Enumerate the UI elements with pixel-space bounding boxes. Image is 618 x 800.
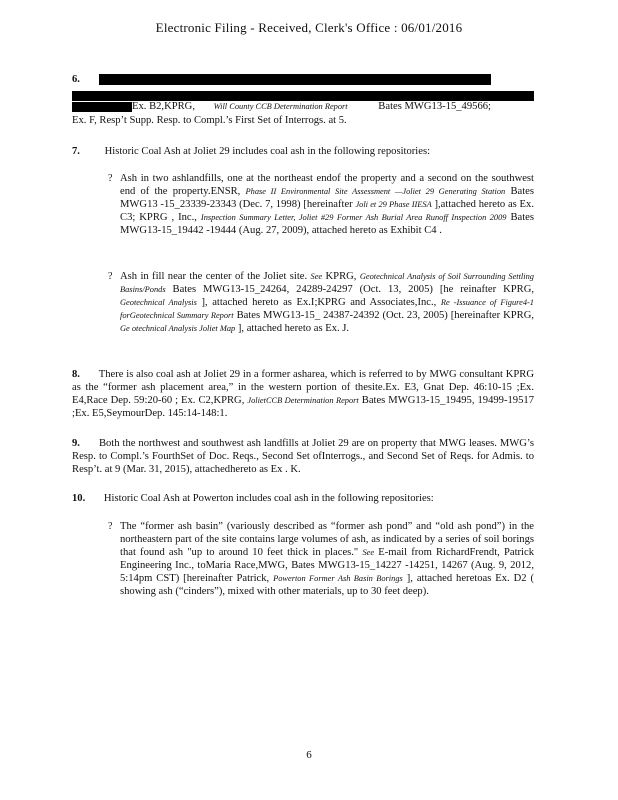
paragraph-number: 7. [72, 146, 80, 157]
paragraph-6 [72, 73, 534, 86]
bullet-text: E-mail from RichardFrendt, Patrick Engineering Inc., toMaria Race,MWG, Bates MWG13-15_14227 -14251, 14267 (Aug. 9, 2012, 5:14pm CST) [hereinafter Patrick, [120, 547, 534, 584]
bullet-former-ash-basin [108, 520, 535, 598]
citation-title: Geotechnical Analysis [120, 298, 197, 307]
citation-title: Phase II Environmental Site Assessment —Joliet 29 Generating Station [245, 187, 506, 196]
page-number: 6 [306, 749, 312, 761]
citation-title: JolietCCB Determination Report [247, 396, 359, 405]
paragraph-text: There is also coal ash at Joliet 29 in a former asharea, which is referred to by MWG consultant KPRG as the “former ash placement area,” in the western portion of thesite.Ex. E3, Gnat Dep. 46:10-15 ;Ex. E4,Race Dep. 59:20-60 ; Ex. C2,KPRG, [72, 369, 534, 406]
bullet-marker: ? [108, 521, 113, 532]
paragraph-number: 9. [72, 438, 80, 449]
bullet-text: Ash in two ashlandfills, one at the northeast endof the property and a second on the southwest end of the property.ENSR, [120, 173, 534, 197]
paragraph-text: Both the northwest and southwest ash landfills at Joliet 29 are on property that MWG leases. MWG’s Resp. to Compl.’s FourthSet of Doc. Reqs., Second Set ofInterrogs., and Second Set of Reqs. for Admis. to Resp’t. at 9 (Mar. 31, 2015), attachedhereto as Ex . K. [72, 438, 534, 475]
paragraph-6-citation [72, 100, 534, 113]
paragraph-number: 8. [72, 369, 80, 380]
bullet-text: The “former ash basin” (variously described as “former ash pond” and “old ash pond”) in the northeastern part of the site contains large volumes of ash, as indicated by a series of soil borings that found ash "up to around 10 feet thick in places." [120, 521, 534, 558]
paragraph-7 [72, 145, 534, 158]
citation-text: Bates MWG13-15_49566; [378, 101, 491, 112]
bullet-text: Ash in fill near the center of the Joliet site. [120, 271, 308, 282]
citation-title: Geotechnical Analysis of Soil Surrounding Settling Basins/Ponds [120, 272, 534, 294]
citation-title: Ge otechnical Analysis Joliet Map [120, 324, 236, 333]
bullet-text: ], attached hereto as Ex.I;KPRG and Associates,Inc., [201, 297, 437, 308]
redaction-bar [99, 74, 491, 85]
citation-title: Will County CCB Determination Report [213, 102, 348, 111]
bullet-text: Bates MWG13-15_24264, 24289-24297 (Oct. 13, 2005) [he reinafter KPRG, [172, 284, 534, 295]
paragraph-text: Historic Coal Ash at Powerton includes coal ash in the following repositories: [103, 493, 434, 504]
bullet-text: Bates MWG13 -15_23339-23343 (Dec. 7, 1998) [hereinafter [120, 186, 534, 210]
citation-text: Ex. B2,KPRG, [132, 101, 195, 112]
paragraph-text: Bates MWG13-15_19495, 19499-19517 ;Ex. E5,SeymourDep. 145:14-148:1. [72, 395, 534, 419]
citation-signal: See [310, 272, 323, 281]
bullet-text: Bates MWG13-15_ 24387-24392 (Oct. 23, 2005) [hereinafter KPRG, [236, 310, 535, 321]
bullet-marker: ? [108, 271, 113, 282]
paragraph-text: Historic Coal Ash at Joliet 29 includes coal ash in the following repositories: [104, 146, 431, 157]
redaction-bar [72, 102, 132, 112]
paragraph-number: 6. [72, 74, 80, 85]
citation-title: Inspection Summary Letter, Joliet #29 Former Ash Burial Area Runoff Inspection 2009 [200, 213, 507, 222]
paragraph-9 [72, 437, 534, 476]
bullet-ash-fill [108, 270, 535, 335]
bullet-text: ], attached hereto as Ex. J. [237, 323, 350, 334]
bullet-text: KPRG, [325, 271, 357, 282]
bullet-text: Bates MWG13-15_19442 -19444 (Aug. 27, 2009), attached hereto as Exhibit C4 . [120, 212, 534, 236]
bullet-text: ], attached heretoas Ex. D2 ( showing ash (“cinders”), mixed with other materials, up to 30 feet deep). [120, 573, 535, 597]
citation-signal: See [362, 548, 375, 557]
bullet-ash-landfills [108, 172, 534, 237]
paragraph-8 [72, 368, 534, 420]
bullet-marker: ? [108, 173, 113, 184]
paragraph-6-reference: Ex. F, Resp’t Supp. Resp. to Compl.’s First Set of Interrogs. at 5. [72, 115, 347, 126]
citation-title: Re -Issuance of Figure4-1 forGeotechnical Summary Report [120, 298, 534, 320]
bullet-text: ],attached hereto as Ex. C3; KPRG , Inc., [120, 199, 534, 223]
citation-title: Joli et 29 Phase IIESA [355, 200, 432, 209]
paragraph-10 [72, 492, 534, 505]
filing-header: Electronic Filing - Received, Clerk's Office : 06/01/2016 [155, 20, 463, 35]
paragraph-number: 10. [72, 493, 86, 504]
citation-title: Powerton Former Ash Basin Borings [273, 574, 403, 583]
